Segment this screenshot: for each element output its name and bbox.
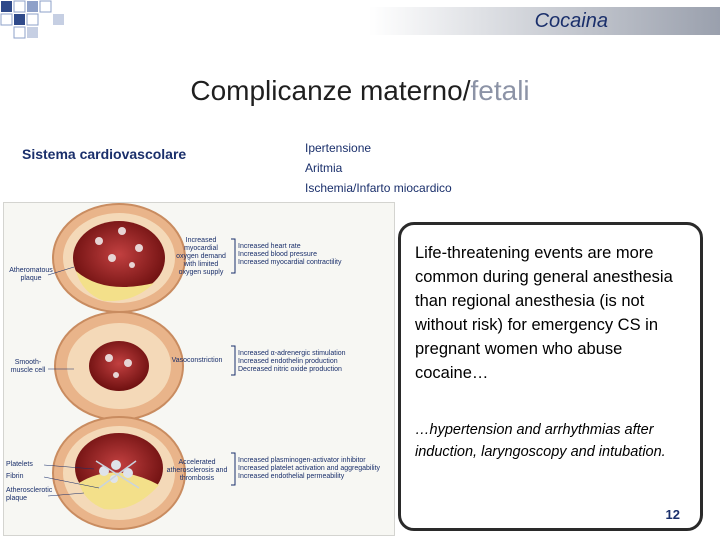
effect-item: Decreased nitric oxide production	[238, 366, 342, 373]
slide-title-light: fetali	[470, 75, 530, 106]
slide-title-main: Complicanze materno/	[190, 75, 471, 106]
header-bar	[82, 7, 720, 35]
page-number: 12	[665, 507, 680, 522]
effect-item: Increased plasminogen-activator inhibitor	[238, 457, 366, 464]
label-fibrin: Fibrin	[6, 473, 24, 480]
mid-text-vasoconstriction: Vasoconstriction	[171, 357, 223, 364]
vessel-cross-section-1	[53, 204, 185, 312]
effect-item: Increased myocardial contractility	[238, 259, 342, 266]
bullet-item: Ipertensione	[305, 141, 372, 155]
effects-list-1	[238, 243, 388, 267]
effects-list-2	[238, 350, 388, 374]
slide-title	[0, 75, 720, 107]
label-atherosclerotic-plaque: Atherosclerotic plaque	[6, 487, 53, 502]
effects-list-3	[238, 457, 390, 481]
effect-item: Increased endothelial permeability	[238, 473, 345, 480]
section-label: Sistema cardiovascolare	[22, 146, 187, 162]
vessel-illustration	[3, 202, 395, 536]
label-platelets: Platelets	[6, 461, 33, 468]
effect-item: Increased platelet activation and aggregability	[238, 465, 381, 472]
mid-text-oxygen-demand: Increased myocardial oxygen demand with limited oxygen supply	[176, 237, 226, 276]
effect-item: Increased heart rate	[238, 243, 301, 250]
effect-item: Increased blood pressure	[238, 251, 317, 258]
bullet-list	[305, 138, 452, 198]
label-smooth-muscle-cell: Smooth-muscle cell	[10, 359, 46, 374]
effect-item: Increased endothelin production	[238, 358, 338, 365]
corner-decoration	[0, 0, 80, 45]
header-title: Cocaina	[534, 10, 608, 32]
bullet-item: Ischemia/Infarto miocardico	[305, 181, 452, 195]
callout-sub-text: …hypertension and arrhythmias after induction, laryngoscopy and intubation.	[415, 422, 666, 460]
mid-text-atherosclerosis: Accelerated atherosclerosis and thrombosis	[166, 459, 228, 482]
vessel-cross-section-2	[55, 312, 183, 420]
bullet-item: Aritmia	[305, 161, 343, 175]
callout-main-text: Life-threatening events are more common during general anesthesia than regional anesthesia (is not without risk) for emergency CS in pregnant women who abuse cocaine…	[415, 244, 673, 382]
label-atheromatous-plaque: Atheromatous plaque	[9, 267, 53, 282]
effect-item: Increased α-adrenergic stimulation	[238, 350, 346, 357]
